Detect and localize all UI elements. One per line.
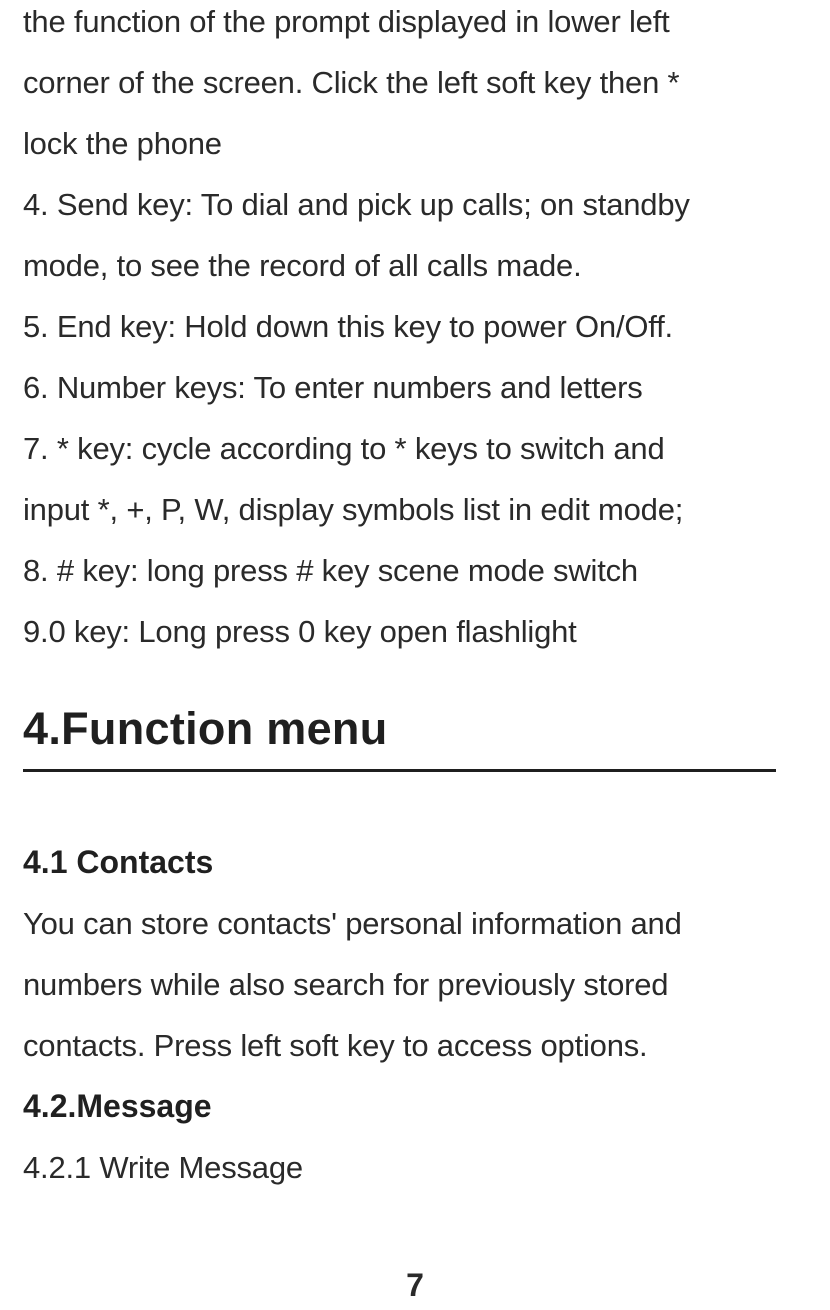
star-key-line-2: input *, +, P, W, display symbols list in edit mode; [23,492,684,527]
hash-key-line: 8. # key: long press # key scene mode switch [23,553,638,588]
intro-line-2: corner of the screen. Click the left soft key then * [23,65,680,100]
contacts-line-1: You can store contacts' personal information and [23,906,682,941]
write-message-item: 4.2.1 Write Message [23,1150,303,1185]
page-number: 7 [406,1267,424,1303]
number-keys-line: 6. Number keys: To enter numbers and letters [23,370,643,405]
intro-line-3: lock the phone [23,126,222,161]
contacts-heading: 4.1 Contacts [23,844,214,880]
contacts-line-3: contacts. Press left soft key to access options. [23,1028,648,1063]
manual-page [23,0,823,1198]
message-heading: 4.2.Message [23,1088,212,1124]
end-key-line: 5. End key: Hold down this key to power On/Off. [23,309,673,344]
intro-line-1: the function of the prompt displayed in lower left [23,4,670,39]
contacts-line-2: numbers while also search for previously stored [23,967,669,1002]
star-key-line-1: 7. * key: cycle according to * keys to switch and [23,431,665,466]
zero-key-line: 9.0 key: Long press 0 key open flashlight [23,614,577,649]
section-title: 4.Function menu [23,703,388,754]
section-divider [23,769,776,772]
send-key-line-1: 4. Send key: To dial and pick up calls; on standby [23,187,690,222]
send-key-line-2: mode, to see the record of all calls made. [23,248,582,283]
